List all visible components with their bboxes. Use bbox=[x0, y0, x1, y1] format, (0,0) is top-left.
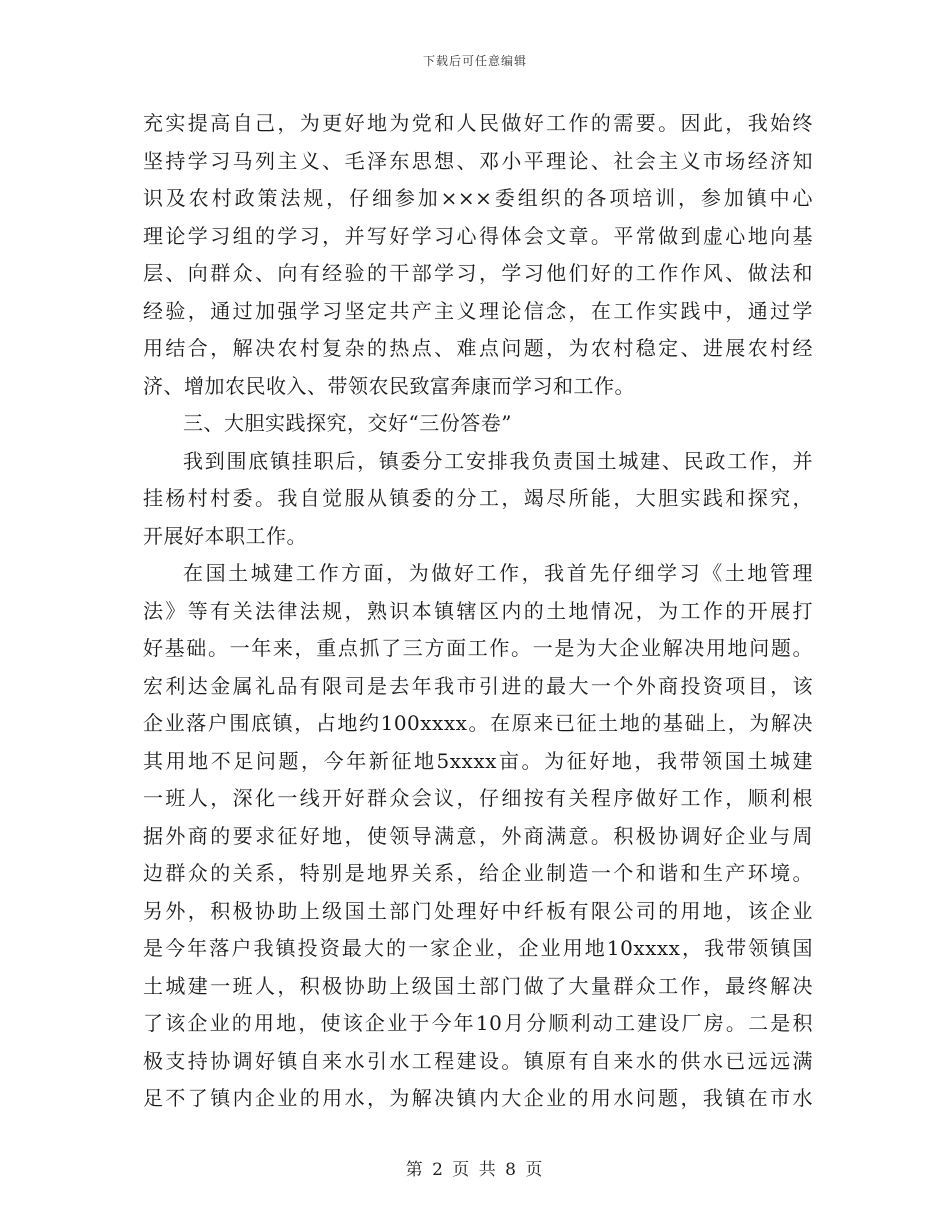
document-body bbox=[143, 105, 813, 1118]
text-line: 其用地不足问题，今年新征地5xxxx亩。为征好地，我带领国土城建 bbox=[143, 748, 813, 773]
text-line: 是今年落户我镇投资最大的一家企业，企业用地10xxxx，我带领镇国 bbox=[143, 936, 813, 960]
text-line: 法》等有关法律法规，熟识本镇辖区内的土地情况，为工作的开展打 bbox=[143, 598, 813, 623]
text-line: 边群众的关系，特别是地界关系，给企业制造一个和谐和生产环境。 bbox=[143, 861, 813, 885]
text-line: 用结合，解决农村复杂的热点、难点问题，为农村稳定、进展农村经 bbox=[143, 336, 813, 360]
text-line: 一班人，深化一线开好群众会议，仔细按有关程序做好工作，顺利根 bbox=[143, 786, 813, 810]
page-number: 第 2 页 共 8 页 bbox=[405, 1160, 545, 1180]
text-line: 企业落户围底镇，占地约100xxxx。在原来已征土地的基础上，为解决 bbox=[143, 711, 813, 735]
text-line: 据外商的要求征好地，使领导满意，外商满意。积极协调好企业与周 bbox=[143, 823, 813, 848]
text-line: 了该企业的用地，使该企业于今年10月分顺利动工建设厂房。二是积 bbox=[143, 1011, 813, 1035]
text-line: 济、增加农民收入、带领农民致富奔康而学习和工作。 bbox=[143, 373, 635, 398]
text-line: 宏利达金属礼品有限司是去年我市引进的最大一个外商投资项目，该 bbox=[143, 673, 813, 698]
text-line: 挂杨村村委。我自觉服从镇委的分工，竭尽所能，大胆实践和探究， bbox=[143, 486, 813, 510]
text-line: 土城建一班人，积极协助上级国土部门做了大量群众工作，最终解决 bbox=[143, 973, 813, 998]
section-heading: 三、大胆实践探究，交好“三份答卷” bbox=[183, 411, 512, 435]
text-line: 在国土城建工作方面，为做好工作，我首先仔细学习《土地管理 bbox=[183, 561, 813, 585]
text-line: 理论学习组的学习，并写好学习心得体会文章。平常做到虚心地向基 bbox=[143, 223, 813, 248]
text-line: 经验，通过加强学习坚定共产主义理论信念，在工作实践中，通过学 bbox=[143, 298, 813, 323]
text-line: 我到围底镇挂职后，镇委分工安排我负责国土城建、民政工作，并 bbox=[183, 448, 813, 473]
text-line: 极支持协调好镇自来水引水工程建设。镇原有自来水的供水已远远满 bbox=[143, 1048, 813, 1073]
text-line: 开展好本职工作。 bbox=[143, 523, 307, 548]
text-line: 另外，积极协助上级国土部门处理好中纤板有限公司的用地，该企业 bbox=[143, 898, 813, 923]
text-line: 充实提高自己，为更好地为党和人民做好工作的需要。因此，我始终 bbox=[143, 111, 813, 135]
text-line: 足不了镇内企业的用水，为解决镇内大企业的用水问题，我镇在市水 bbox=[143, 1086, 813, 1110]
text-line: 层、向群众、向有经验的干部学习，学习他们好的工作作风、做法和 bbox=[143, 261, 813, 285]
text-line: 坚持学习马列主义、毛泽东思想、邓小平理论、社会主义市场经济知 bbox=[143, 148, 813, 173]
page-header-note: 下载后可任意编辑 bbox=[422, 54, 527, 68]
text-line: 好基础。一年来，重点抓了三方面工作。一是为大企业解决用地问题。 bbox=[143, 636, 813, 660]
text-line: 识及农村政策法规，仔细参加×××委组织的各项培训，参加镇中心 bbox=[143, 186, 813, 210]
